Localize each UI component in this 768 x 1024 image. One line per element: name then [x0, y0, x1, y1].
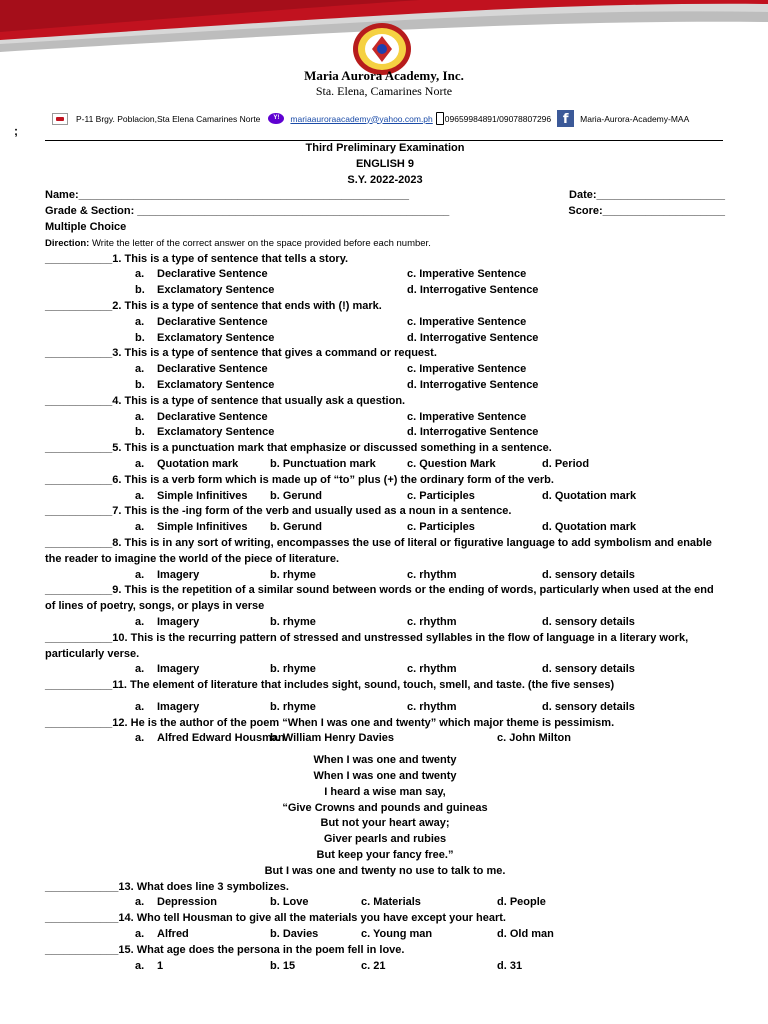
option-text: c. Imperative Sentence	[407, 268, 527, 281]
answer-option[interactable]	[270, 927, 318, 943]
answer-option[interactable]	[135, 615, 199, 631]
option-text: 1	[157, 959, 164, 972]
option-text: c. 21	[361, 959, 386, 972]
options-row	[45, 410, 725, 426]
option-text: Imagery	[157, 700, 200, 713]
score-field: Score:____________________	[568, 205, 725, 218]
option-text: c. Imperative Sentence	[407, 410, 527, 423]
option-letter: b.	[135, 426, 145, 439]
grade-section-field: Grade & Section: ___________________________________________________	[45, 205, 450, 218]
option-text: d. sensory details	[542, 615, 635, 628]
option-text: Simple Infinitives	[157, 521, 248, 534]
answer-option[interactable]	[407, 283, 538, 299]
options-row	[45, 927, 725, 943]
option-text: c. Question Mark	[407, 457, 496, 470]
answer-option[interactable]	[542, 615, 635, 631]
option-text: b. Gerund	[270, 489, 322, 502]
option-text: c. Participles	[407, 489, 475, 502]
option-text: Imagery	[157, 615, 200, 628]
option-text: Quotation mark	[157, 457, 239, 470]
option-letter: a.	[135, 732, 145, 745]
options-row	[45, 331, 725, 347]
answer-option[interactable]	[270, 700, 316, 716]
option-text: b. Love	[270, 896, 309, 909]
option-text: d. Interrogative Sentence	[407, 426, 539, 439]
direction-text: Write the letter of the correct answer on the space provided before each number.	[89, 237, 431, 249]
answer-option[interactable]	[361, 927, 432, 943]
option-letter: a.	[135, 268, 145, 281]
option-text: d. Period	[542, 457, 590, 470]
date-field: Date:_____________________	[569, 189, 725, 202]
option-text: d. Interrogative Sentence	[407, 378, 539, 391]
option-text: b. rhyme	[270, 663, 316, 676]
option-text: Exclamatory Sentence	[157, 284, 275, 297]
poem-line: Giver pearls and rubies	[323, 833, 447, 846]
exam-title: Third Preliminary Examination	[305, 142, 465, 154]
answer-option[interactable]	[270, 489, 322, 505]
option-text: d. sensory details	[542, 568, 635, 581]
poem-title: When I was one and twenty	[313, 754, 457, 767]
answer-option[interactable]	[407, 520, 475, 536]
poem-line: When I was one and twenty	[313, 770, 457, 783]
option-text: Exclamatory Sentence	[157, 426, 275, 439]
options-row	[45, 315, 725, 331]
option-text: Declarative Sentence	[157, 410, 268, 423]
answer-option[interactable]	[270, 615, 316, 631]
question-stem: ___________7. This is the -ing form of the verb and usually used as a noun in a sentence.	[45, 505, 512, 518]
option-text: d. Interrogative Sentence	[407, 284, 539, 297]
option-text: c. rhythm	[407, 700, 457, 713]
grade-score-row	[45, 204, 725, 220]
question-stem: ___________5. This is a punctuation mark that emphasize or discussed something in a sentence.	[45, 442, 552, 455]
option-text: b. Gerund	[270, 521, 322, 534]
answer-option[interactable]	[270, 895, 309, 911]
answer-option[interactable]	[407, 700, 457, 716]
poem-line: But I was one and twenty no use to talk to me.	[264, 864, 506, 877]
option-text: b. rhyme	[270, 568, 316, 581]
direction	[45, 236, 725, 252]
options-row	[45, 731, 725, 747]
exam-school-year: S.Y. 2022-2023	[347, 173, 423, 186]
option-text: c. Young man	[361, 928, 433, 941]
option-text: b. 15	[270, 959, 296, 972]
answer-option[interactable]	[135, 700, 199, 716]
options-row	[45, 568, 725, 584]
phone-icon	[436, 112, 444, 125]
option-text: b. rhyme	[270, 615, 316, 628]
option-text: c. rhythm	[407, 615, 457, 628]
option-text: c. Materials	[361, 896, 421, 909]
option-text: Exclamatory Sentence	[157, 378, 275, 391]
answer-option[interactable]	[135, 425, 274, 441]
answer-option[interactable]	[135, 568, 199, 584]
options-row	[45, 283, 725, 299]
question-stem: ___________9. This is the repetition of a similar sound between words or the ending of words, particularly when used at the end of lines of poetry, songs, or plays in verse	[45, 584, 714, 613]
answer-option[interactable]	[407, 410, 526, 426]
answer-option[interactable]	[407, 315, 526, 331]
option-text: c. Imperative Sentence	[407, 363, 527, 376]
answer-option[interactable]	[542, 568, 635, 584]
option-text: d. People	[497, 896, 546, 909]
answer-option[interactable]	[270, 520, 322, 536]
answer-option[interactable]	[542, 457, 589, 473]
answer-option[interactable]	[270, 662, 316, 678]
option-letter: b.	[135, 331, 145, 344]
answer-option[interactable]	[407, 489, 475, 505]
answer-option[interactable]	[270, 568, 316, 584]
answer-option[interactable]	[497, 959, 522, 975]
option-text: Alfred	[157, 928, 189, 941]
option-text: d. Old man	[497, 928, 554, 941]
contact-bar	[52, 110, 752, 127]
option-text: d. Interrogative Sentence	[407, 331, 539, 344]
question-stem: ___________1. This is a type of sentence that tells a story.	[45, 252, 349, 265]
option-text: c. John Milton	[497, 732, 571, 745]
answer-option[interactable]	[407, 362, 526, 378]
answer-option[interactable]	[361, 959, 385, 975]
question-stem: ____________14. Who tell Housman to give all the materials you have except your heart.	[45, 912, 506, 925]
question-stem: ___________10. This is the recurring pattern of stressed and unstressed syllables in the flow of language in a literary work, particularly verse.	[45, 631, 689, 660]
option-text: c. Participles	[407, 521, 475, 534]
option-text: c. rhythm	[407, 663, 457, 676]
poem-line: “Give Crowns and pounds and guineas	[282, 801, 488, 814]
question-stem: ___________3. This is a type of sentence that gives a command or request.	[45, 347, 437, 360]
option-text: c. rhythm	[407, 568, 457, 581]
option-letter: a.	[135, 700, 145, 713]
answer-option[interactable]	[135, 378, 274, 394]
question-stem: ___________4. This is a type of sentence that usually ask a question.	[45, 394, 406, 407]
answer-option[interactable]	[542, 700, 635, 716]
options-row	[45, 959, 725, 975]
answer-option[interactable]	[407, 267, 526, 283]
option-letter: b.	[135, 378, 145, 391]
school-phones: 09659984891/09078807296	[444, 113, 552, 124]
option-text: d. Quotation mark	[542, 521, 637, 534]
options-row	[45, 895, 725, 911]
option-text: Alfred Edward Housman	[157, 732, 285, 745]
exam-body	[45, 141, 725, 974]
question-stem: ___________12. He is the author of the poem “When I was one and twenty” which major theme is pessimism.	[45, 716, 615, 729]
options-row	[45, 700, 725, 716]
location-flag-icon	[52, 113, 68, 125]
poem-line: But not your heart away;	[320, 817, 450, 830]
option-letter: a.	[135, 928, 145, 941]
answer-option[interactable]	[407, 331, 538, 347]
answer-option[interactable]	[407, 662, 457, 678]
answer-option[interactable]	[270, 731, 394, 747]
option-text: Depression	[157, 896, 217, 909]
options-row	[45, 457, 725, 473]
option-text: Declarative Sentence	[157, 315, 268, 328]
option-text: d. 31	[497, 959, 523, 972]
answer-option[interactable]	[497, 927, 554, 943]
poem-lines	[45, 769, 725, 880]
exam-subject: ENGLISH 9	[355, 157, 415, 170]
answer-option[interactable]	[407, 615, 457, 631]
option-letter: a.	[135, 568, 145, 581]
option-letter: a.	[135, 663, 145, 676]
option-text: c. Imperative Sentence	[407, 315, 527, 328]
answer-option[interactable]	[135, 283, 274, 299]
option-text: Exclamatory Sentence	[157, 331, 275, 344]
answer-option[interactable]	[135, 927, 189, 943]
option-letter: a.	[135, 521, 145, 534]
options-row	[45, 378, 725, 394]
question-stem: ___________6. This is a verb form which is made up of “to” plus (+) the ordinary form of the verb.	[45, 473, 554, 486]
poem-line: I heard a wise man say,	[324, 785, 446, 798]
option-text: Declarative Sentence	[157, 268, 268, 281]
answer-option[interactable]	[135, 731, 285, 747]
question-stem: ____________13. What does line 3 symbolizes.	[45, 880, 289, 893]
option-letter: a.	[135, 410, 145, 423]
option-letter: b.	[135, 284, 145, 297]
option-text: d. sensory details	[542, 663, 635, 676]
option-letter: a.	[135, 896, 145, 909]
option-text: d. Quotation mark	[542, 489, 637, 502]
answer-option[interactable]	[135, 959, 163, 975]
school-address: P-11 Brgy. Poblacion,Sta Elena Camarines Norte	[76, 113, 261, 124]
option-letter: a.	[135, 315, 145, 328]
answer-option[interactable]	[407, 568, 457, 584]
yahoo-mail-icon: Y!	[268, 113, 284, 124]
answer-option[interactable]	[135, 410, 268, 426]
answer-option[interactable]	[497, 731, 571, 747]
option-text: b. Punctuation mark	[270, 457, 376, 470]
options-row	[45, 489, 725, 505]
facebook-icon[interactable]: f	[557, 110, 574, 127]
poem	[45, 753, 725, 879]
question-stem: ___________2. This is a type of sentence that ends with (!) mark.	[45, 299, 382, 312]
option-letter: a.	[135, 363, 145, 376]
options-row	[45, 267, 725, 283]
option-text: Simple Infinitives	[157, 489, 248, 502]
answer-option[interactable]	[135, 489, 247, 505]
answer-option[interactable]	[497, 895, 546, 911]
question-stem: ____________15. What age does the persona in the poem fell in love.	[45, 943, 405, 956]
school-email-link[interactable]: mariaauroraacademy@yahoo.com.ph	[290, 113, 433, 124]
school-name: Maria Aurora Academy, Inc.	[304, 68, 464, 83]
option-letter: a.	[135, 457, 145, 470]
answer-option[interactable]	[135, 331, 274, 347]
answer-option[interactable]	[542, 662, 635, 678]
options-row	[45, 520, 725, 536]
option-letter: a.	[135, 489, 145, 502]
school-location: Sta. Elena, Camarines Norte	[315, 84, 453, 98]
option-letter: a.	[135, 615, 145, 628]
answer-option[interactable]	[542, 520, 636, 536]
answer-option[interactable]	[270, 959, 295, 975]
answer-option[interactable]	[135, 362, 268, 378]
option-letter: a.	[135, 959, 145, 972]
question-list-poem	[45, 880, 725, 975]
answer-option[interactable]	[135, 662, 199, 678]
direction-label: Direction:	[45, 237, 90, 249]
option-text: b. Davies	[270, 928, 319, 941]
options-row	[45, 362, 725, 378]
answer-option[interactable]	[135, 895, 217, 911]
stray-mark: ;	[14, 124, 18, 138]
option-text: b. William Henry Davies	[270, 732, 395, 745]
answer-option[interactable]	[135, 267, 268, 283]
answer-option[interactable]	[542, 489, 636, 505]
options-row	[45, 662, 725, 678]
answer-option[interactable]	[135, 457, 238, 473]
answer-option[interactable]	[361, 895, 421, 911]
options-row	[45, 615, 725, 631]
facebook-page: Maria-Aurora-Academy-MAA	[580, 113, 690, 124]
answer-option[interactable]	[407, 378, 538, 394]
answer-option[interactable]	[270, 457, 376, 473]
option-text: b. rhyme	[270, 700, 316, 713]
question-list	[45, 252, 725, 748]
option-text: Imagery	[157, 568, 200, 581]
answer-option[interactable]	[135, 520, 247, 536]
section-heading: Multiple Choice	[45, 220, 127, 233]
option-text: Imagery	[157, 663, 200, 676]
name-field: Name:______________________________________________________	[45, 189, 409, 202]
answer-option[interactable]	[135, 315, 268, 331]
options-row	[45, 425, 725, 441]
answer-option[interactable]	[407, 425, 538, 441]
option-text: d. sensory details	[542, 700, 635, 713]
question-stem: ___________11. The element of literature that includes sight, sound, touch, smell, and taste. (the five senses)	[45, 679, 615, 692]
name-date-row	[45, 188, 725, 204]
poem-line: But keep your fancy free.”	[316, 849, 454, 862]
question-stem: ___________8. This is in any sort of writing, encompasses the use of literal or figurative language to add symbolism and enable the reader to imagine the world of the piece of literature.	[45, 536, 712, 565]
answer-option[interactable]	[407, 457, 496, 473]
option-text: Declarative Sentence	[157, 363, 268, 376]
